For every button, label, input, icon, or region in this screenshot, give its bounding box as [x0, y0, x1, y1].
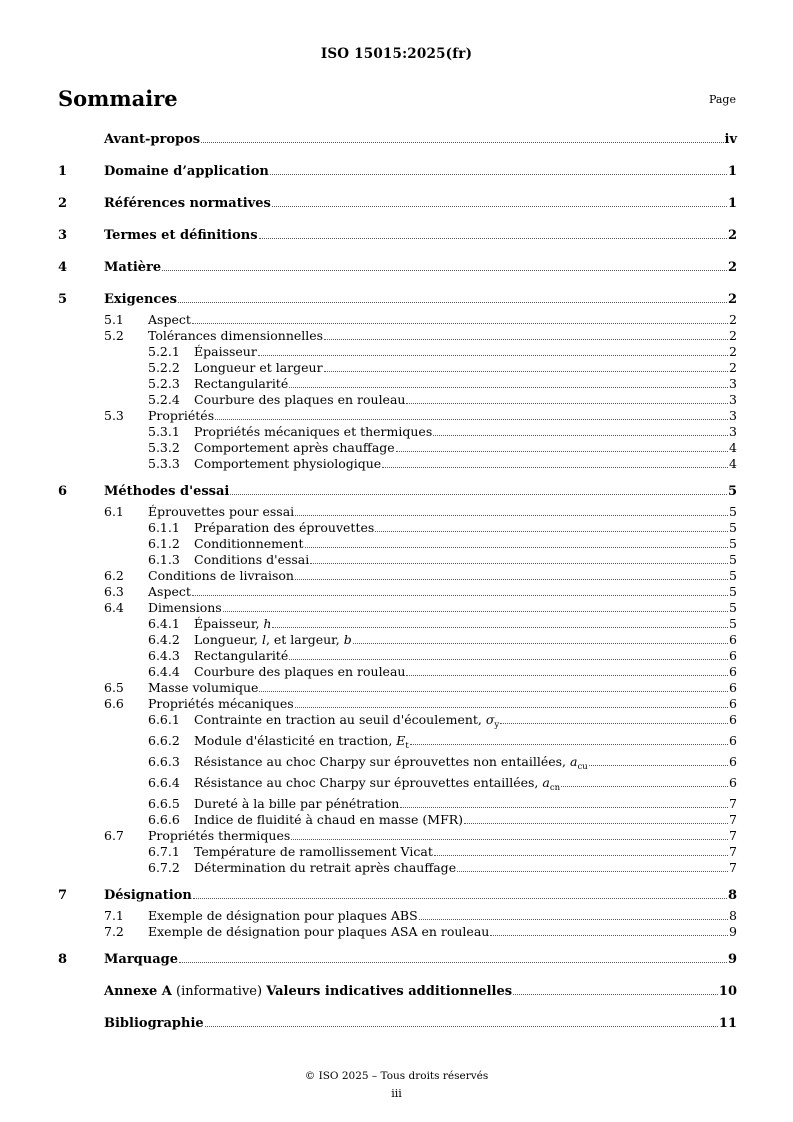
toc-entry-title — [148, 680, 258, 696]
toc-entry-number: 6.4.1 — [148, 616, 180, 631]
toc-title-text: Aspect — [148, 312, 191, 327]
toc-entry-page: 2 — [729, 312, 737, 327]
toc-entry-number: 6.6.1 — [148, 712, 180, 727]
toc-entry-page: 7 — [729, 860, 737, 875]
dot-leader — [324, 339, 728, 340]
toc-entry[interactable] — [58, 775, 737, 796]
toc-entry-page: 5 — [727, 484, 737, 499]
toc-entry[interactable] — [58, 860, 737, 876]
toc-entry[interactable] — [58, 256, 737, 280]
toc-entry[interactable] — [58, 664, 737, 680]
toc-symbol-subscript: t — [405, 741, 409, 751]
toc-entry[interactable] — [58, 696, 737, 712]
toc-entry-page: 1 — [727, 196, 737, 211]
toc-title-text: , et largeur, — [265, 632, 344, 647]
toc-entry-number: 6 — [58, 484, 68, 499]
toc-title-text: Références normatives — [104, 196, 271, 211]
dot-leader — [289, 659, 728, 660]
toc-entry[interactable] — [58, 754, 737, 775]
toc-entry-page: 3 — [729, 408, 737, 423]
table-of-contents — [58, 128, 737, 1036]
toc-entry-title — [194, 536, 304, 552]
toc-entry-title — [148, 924, 489, 940]
toc-entry-number: 7.2 — [104, 924, 124, 939]
dot-leader — [396, 451, 728, 452]
dot-leader — [457, 871, 728, 872]
toc-entry-page: 6 — [729, 664, 737, 679]
toc-title-text: Contrainte en traction au seuil d'écoulement, — [194, 712, 486, 727]
toc-entry[interactable] — [58, 733, 737, 754]
toc-title-text: Longueur, — [194, 632, 262, 647]
toc-entry-title — [148, 408, 214, 424]
toc-entry-page: 5 — [729, 600, 737, 615]
toc-entry[interactable] — [58, 376, 737, 392]
toc-entry-page: 2 — [729, 360, 737, 375]
dot-leader — [215, 419, 728, 420]
toc-title-text: Courbure des plaques en rouleau — [194, 392, 406, 407]
toc-entry-page: 7 — [729, 812, 737, 827]
toc-entry[interactable] — [58, 552, 737, 568]
toc-entry[interactable] — [58, 616, 737, 632]
toc-symbol: l — [261, 632, 266, 647]
toc-entry[interactable] — [58, 828, 737, 844]
toc-entry-number: 1 — [58, 164, 68, 179]
toc-entry-page: 9 — [729, 924, 737, 939]
toc-entry-number: 5.1 — [104, 312, 124, 327]
toc-entry-number: 6.6.2 — [148, 733, 180, 748]
toc-entry-title — [148, 584, 191, 600]
toc-title-text: Exemple de désignation pour plaques ASA en rouleau — [148, 924, 490, 939]
dot-leader — [400, 807, 728, 808]
toc-entry-number: 5.3 — [104, 408, 124, 423]
toc-title-text: Comportement après chauffage — [194, 440, 395, 455]
toc-symbol: a — [542, 775, 550, 790]
dot-leader — [179, 962, 727, 963]
toc-entry-title — [104, 480, 229, 504]
toc-entry-title — [104, 160, 269, 184]
toc-entry-number: 5.2.3 — [148, 376, 180, 391]
toc-entry[interactable] — [58, 480, 737, 504]
dot-leader — [223, 611, 728, 612]
copyright-footer: © ISO 2025 – Tous droits réservés — [304, 1070, 489, 1082]
toc-entry[interactable] — [58, 812, 737, 828]
toc-title-text: Termes et définitions — [104, 228, 258, 243]
toc-title-text: Propriétés thermiques — [148, 828, 291, 843]
toc-entry-page: 9 — [727, 952, 737, 967]
dot-leader — [230, 494, 727, 495]
dot-leader — [410, 744, 728, 745]
toc-title-text: Épaisseur, — [194, 616, 264, 631]
toc-title-text: Longueur et largeur — [194, 360, 323, 375]
toc-entry[interactable] — [58, 160, 737, 184]
toc-entry-page: 7 — [729, 844, 737, 859]
toc-entry-title — [194, 775, 560, 796]
toc-entry-page: 8 — [729, 908, 737, 923]
dot-leader — [589, 765, 728, 766]
toc-entry[interactable] — [58, 568, 737, 584]
dot-leader — [382, 467, 728, 468]
toc-entry[interactable] — [58, 192, 737, 216]
toc-entry-page: 5 — [729, 504, 737, 519]
toc-entry-title — [104, 128, 200, 152]
toc-entry-number: 2 — [58, 196, 68, 211]
toc-entry-number: 6.1.3 — [148, 552, 180, 567]
toc-entry[interactable] — [58, 440, 737, 456]
toc-entry-page: 2 — [727, 260, 737, 275]
toc-entry-page: 3 — [729, 392, 737, 407]
toc-entry-title — [104, 948, 178, 972]
toc-entry-number: 6.4.3 — [148, 648, 180, 663]
toc-entry-title — [194, 440, 395, 456]
toc-entry[interactable] — [58, 424, 737, 440]
toc-title-text: Éprouvettes pour essai — [148, 504, 295, 519]
toc-entry-number: 6.6.6 — [148, 812, 180, 827]
toc-title-text: Marquage — [104, 952, 178, 967]
toc-entry-number: 5.2.1 — [148, 344, 180, 359]
toc-title-text: Comportement physiologique — [194, 456, 382, 471]
toc-entry-title — [194, 860, 456, 876]
toc-title-text: Méthodes d'essai — [104, 484, 230, 499]
toc-entry[interactable] — [58, 288, 737, 312]
toc-title-text: Module d'élasticité en traction, — [194, 733, 397, 748]
toc-title-text: Conditionnement — [194, 536, 304, 551]
toc-entry[interactable] — [58, 844, 737, 860]
toc-entry-number: 6.3 — [104, 584, 124, 599]
dot-leader — [272, 206, 727, 207]
toc-symbol: h — [263, 616, 272, 631]
toc-entry-page: 6 — [729, 696, 737, 711]
toc-entry-page: 4 — [729, 440, 737, 455]
toc-entry[interactable] — [58, 344, 737, 360]
toc-entry-page: 6 — [729, 632, 737, 647]
toc-entry-title — [194, 520, 374, 536]
toc-entry-title — [148, 908, 418, 924]
toc-entry-title — [148, 600, 222, 616]
toc-entry-number: 5.3.1 — [148, 424, 180, 439]
toc-entry-title — [194, 733, 409, 754]
toc-entry[interactable] — [58, 536, 737, 552]
toc-entry[interactable] — [58, 648, 737, 664]
toc-entry-number: 5.2 — [104, 328, 124, 343]
toc-title-text: Propriétés mécaniques et thermiques — [194, 424, 433, 439]
dot-leader — [272, 627, 728, 628]
toc-title-text: Exemple de désignation pour plaques ABS — [148, 908, 418, 923]
toc-entry-page: 5 — [729, 568, 737, 583]
dot-leader — [464, 823, 728, 824]
dot-leader — [434, 855, 728, 856]
dot-leader — [561, 786, 728, 787]
toc-title-text: Annexe A — [104, 984, 172, 999]
dot-leader — [259, 691, 728, 692]
toc-entry-page: 5 — [729, 552, 737, 567]
toc-entry-number: 6.6.5 — [148, 796, 180, 811]
dot-leader — [193, 898, 727, 899]
toc-entry-number: 6.6.4 — [148, 775, 180, 790]
toc-title-text: Aspect — [148, 584, 191, 599]
toc-entry-number: 5.2.4 — [148, 392, 180, 407]
toc-entry-page: 2 — [729, 344, 737, 359]
toc-entry[interactable] — [58, 948, 737, 972]
dot-leader — [295, 707, 728, 708]
toc-entry-number: 8 — [58, 952, 68, 967]
dot-leader — [192, 595, 728, 596]
toc-entry[interactable] — [58, 328, 737, 344]
toc-entry-title — [194, 360, 323, 376]
toc-entry-number: 6.7 — [104, 828, 124, 843]
toc-entry-page: 2 — [729, 328, 737, 343]
toc-entry[interactable] — [58, 796, 737, 812]
dot-leader — [291, 839, 728, 840]
toc-entry[interactable] — [58, 408, 737, 424]
toc-entry-number: 6.6.3 — [148, 754, 180, 769]
toc-entry[interactable] — [58, 680, 737, 696]
toc-entry[interactable] — [58, 632, 737, 648]
dot-leader — [205, 1026, 718, 1027]
toc-entry-page: 3 — [729, 424, 737, 439]
document-header: ISO 15015:2025(fr) — [320, 46, 473, 62]
toc-entry[interactable] — [58, 360, 737, 376]
dot-leader — [192, 323, 728, 324]
toc-entry[interactable] — [58, 128, 737, 152]
toc-title-text: Détermination du retrait après chauffage — [194, 860, 457, 875]
toc-entry-page: 5 — [729, 584, 737, 599]
toc-entry-number: 7 — [58, 888, 68, 903]
toc-entry-title — [194, 844, 433, 860]
toc-title-text: Désignation — [104, 888, 192, 903]
toc-entry[interactable] — [58, 908, 737, 924]
toc-entry-title — [194, 664, 405, 680]
toc-entry-title — [148, 696, 294, 712]
toc-entry[interactable] — [58, 312, 737, 328]
toc-title-text: Exigences — [104, 292, 177, 307]
toc-entry-number: 6.1 — [104, 504, 124, 519]
toc-entry-number: 6.5 — [104, 680, 124, 695]
toc-entry[interactable] — [58, 456, 737, 472]
toc-title-text: Résistance au choc Charpy sur éprouvettes entaillées, — [194, 775, 543, 790]
toc-title-note: (informative) — [171, 984, 267, 999]
toc-entry-number: 3 — [58, 228, 68, 243]
toc-entry-title — [148, 328, 323, 344]
toc-entry-number: 6.1.2 — [148, 536, 180, 551]
toc-entry-title — [148, 828, 290, 844]
dot-leader — [162, 270, 727, 271]
toc-title-text: Épaisseur — [194, 344, 257, 359]
toc-entry-page: 6 — [729, 733, 737, 748]
toc-title-text: Tolérances dimensionnelles — [148, 328, 324, 343]
dot-leader — [490, 935, 728, 936]
toc-symbol: σ — [485, 712, 495, 727]
toc-entry-title — [194, 424, 432, 440]
toc-entry-title — [194, 632, 352, 648]
toc-entry-title — [194, 616, 271, 632]
toc-symbol: a — [569, 754, 578, 769]
toc-entry-title — [194, 344, 257, 360]
toc-entry-page: 6 — [729, 712, 737, 727]
toc-entry-number: 6.6 — [104, 696, 124, 711]
toc-entry-page: 7 — [729, 828, 737, 843]
toc-entry-page: 2 — [727, 292, 737, 307]
toc-title-text: Masse volumique — [148, 680, 259, 695]
toc-title-text: Rectangularité — [194, 376, 289, 391]
toc-title-text: Résistance au choc Charpy sur éprouvettes non entaillées, — [194, 754, 570, 769]
toc-entry-page: 5 — [729, 536, 737, 551]
toc-entry[interactable] — [58, 600, 737, 616]
toc-title-text: Propriétés — [148, 408, 215, 423]
toc-entry-page: 10 — [718, 984, 737, 999]
dot-leader — [259, 238, 727, 239]
toc-entry-title — [194, 812, 463, 828]
toc-entry-title — [104, 192, 271, 216]
toc-entry[interactable] — [58, 504, 737, 520]
toc-entry[interactable] — [58, 980, 737, 1004]
toc-symbol: E — [396, 733, 406, 748]
dot-leader — [295, 515, 728, 516]
toc-entry-title — [194, 392, 405, 408]
toc-entry-number: 4 — [58, 260, 68, 275]
toc-entry-number: 6.7.1 — [148, 844, 180, 859]
toc-title-text: Domaine d’application — [104, 164, 269, 179]
toc-entry-number: 5 — [58, 292, 68, 307]
page-title: Sommaire — [58, 86, 178, 111]
page-column-label: Page — [708, 93, 736, 106]
toc-entry-title — [194, 552, 309, 568]
toc-entry-page: 2 — [727, 228, 737, 243]
toc-entry-number: 6.4.2 — [148, 632, 180, 647]
toc-title-text: Valeurs indicatives additionnelles — [266, 984, 513, 999]
toc-entry-title — [104, 980, 512, 1004]
toc-entry-page: 5 — [729, 616, 737, 631]
dot-leader — [258, 355, 728, 356]
toc-title-text: Matière — [104, 260, 162, 275]
toc-title-text: Avant-propos — [104, 132, 201, 147]
toc-entry-title — [194, 754, 588, 775]
toc-entry-number: 7.1 — [104, 908, 124, 923]
toc-entry-number: 6.7.2 — [148, 860, 180, 875]
page-number: iii — [391, 1087, 402, 1100]
dot-leader — [353, 643, 728, 644]
toc-entry-number: 6.2 — [104, 568, 124, 583]
toc-entry-title — [104, 224, 258, 248]
toc-entry-page: 3 — [729, 376, 737, 391]
dot-leader — [406, 675, 728, 676]
dot-leader — [375, 531, 728, 532]
toc-title-text: Température de ramollissement Vicat — [194, 844, 433, 859]
dot-leader — [500, 723, 728, 724]
toc-title-text: Conditions de livraison — [148, 568, 294, 583]
toc-entry-title — [104, 256, 161, 280]
toc-title-text: Propriétés mécaniques — [148, 696, 294, 711]
toc-symbol-subscript: cn — [549, 783, 561, 793]
dot-leader — [201, 142, 723, 143]
dot-leader — [310, 563, 728, 564]
toc-entry-page: 1 — [727, 164, 737, 179]
toc-title-text: Indice de fluidité à chaud en masse (MFR) — [194, 812, 464, 827]
dot-leader — [433, 435, 728, 436]
toc-entry[interactable] — [58, 224, 737, 248]
toc-title-text: Rectangularité — [194, 648, 289, 663]
dot-leader — [289, 387, 728, 388]
dot-leader — [324, 371, 728, 372]
dot-leader — [305, 547, 729, 548]
toc-entry-page: 11 — [718, 1016, 737, 1031]
toc-entry-title — [194, 648, 288, 664]
toc-symbol-subscript: y — [494, 720, 500, 730]
toc-symbol: b — [343, 632, 352, 647]
toc-entry-title — [148, 312, 191, 328]
toc-entry-page: 7 — [729, 796, 737, 811]
toc-entry-number: 5.2.2 — [148, 360, 180, 375]
toc-entry-page: 6 — [729, 648, 737, 663]
toc-title-text: Dimensions — [148, 600, 222, 615]
toc-title-text: Courbure des plaques en rouleau — [194, 664, 406, 679]
toc-entry-page: 6 — [729, 775, 737, 790]
toc-symbol-subscript: cu — [577, 762, 588, 772]
toc-entry[interactable] — [58, 884, 737, 908]
toc-entry-title — [104, 288, 177, 312]
toc-title-text: Dureté à la bille par pénétration — [194, 796, 400, 811]
toc-entry-number: 5.3.2 — [148, 440, 180, 455]
toc-entry-title — [194, 376, 288, 392]
toc-entry-title — [194, 712, 499, 733]
dot-leader — [270, 174, 727, 175]
toc-entry-number: 6.1.1 — [148, 520, 180, 535]
toc-entry-number: 5.3.3 — [148, 456, 180, 471]
toc-entry[interactable] — [58, 1012, 737, 1036]
dot-leader — [178, 302, 727, 303]
toc-entry-page: 4 — [729, 456, 737, 471]
toc-entry-page: 8 — [727, 888, 737, 903]
dot-leader — [513, 994, 718, 995]
toc-entry-number: 6.4 — [104, 600, 124, 615]
toc-entry-page: iv — [724, 132, 737, 147]
toc-entry-title — [194, 456, 381, 472]
toc-entry[interactable] — [58, 584, 737, 600]
toc-entry-title — [148, 568, 294, 584]
toc-entry[interactable] — [58, 520, 737, 536]
toc-entry[interactable] — [58, 712, 737, 733]
toc-entry[interactable] — [58, 924, 737, 940]
dot-leader — [406, 403, 728, 404]
toc-title-text: Bibliographie — [104, 1016, 204, 1031]
toc-title-text: Préparation des éprouvettes — [194, 520, 375, 535]
toc-entry-number: 6.4.4 — [148, 664, 180, 679]
toc-entry-page: 5 — [729, 520, 737, 535]
toc-entry-title — [148, 504, 294, 520]
toc-entry[interactable] — [58, 392, 737, 408]
dot-leader — [295, 579, 728, 580]
dot-leader — [419, 919, 728, 920]
toc-entry-page: 6 — [729, 680, 737, 695]
toc-title-text: Conditions d'essai — [194, 552, 310, 567]
toc-entry-title — [104, 1012, 204, 1036]
toc-entry-title — [194, 796, 399, 812]
toc-entry-title — [104, 884, 192, 908]
toc-entry-page: 6 — [729, 754, 737, 769]
